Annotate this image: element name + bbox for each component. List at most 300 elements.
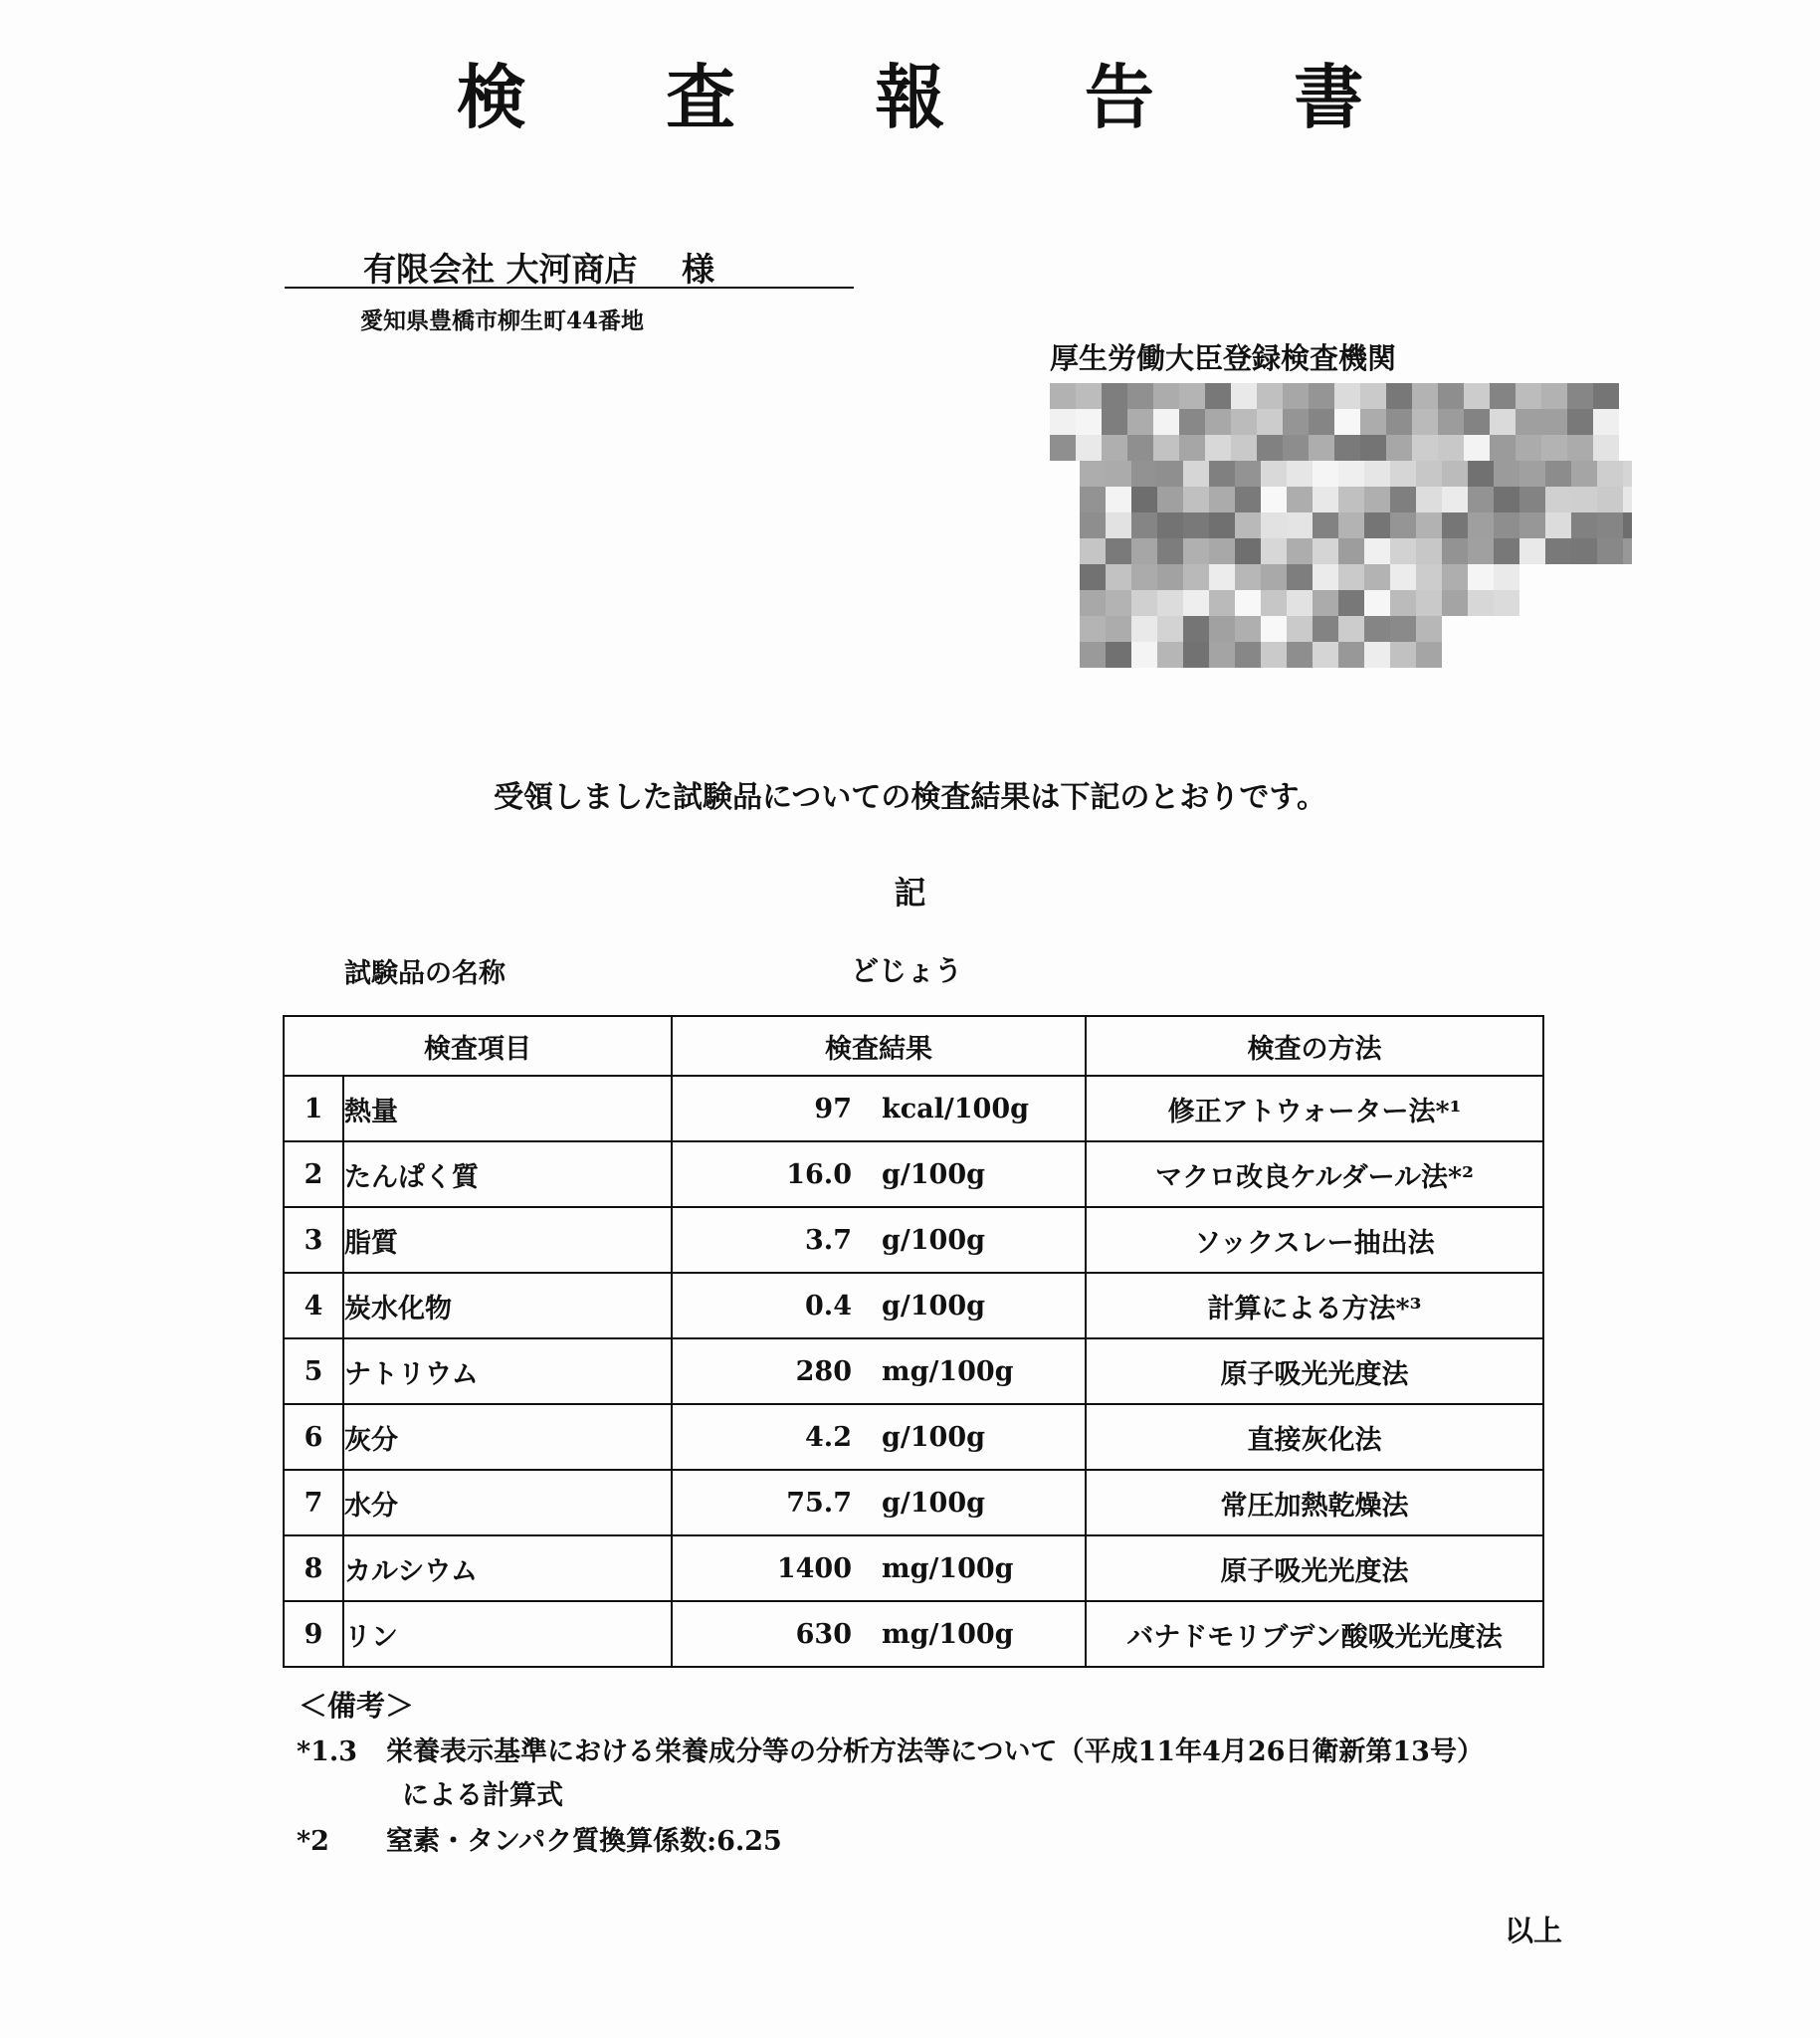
redaction-cell <box>1235 538 1261 564</box>
row-method: 原子吸光光度法 <box>1086 1535 1543 1601</box>
redaction-cell <box>1080 564 1106 590</box>
redaction-cell <box>1183 642 1209 668</box>
redaction-cell <box>1338 487 1364 512</box>
redaction-cell <box>1490 409 1516 435</box>
redaction-cell <box>1571 461 1597 487</box>
redaction-cell <box>1050 409 1076 435</box>
row-item: カルシウム <box>343 1535 672 1601</box>
redaction-cell <box>1287 538 1313 564</box>
row-value: 3.7 <box>805 1224 852 1256</box>
redaction-cell <box>1412 409 1438 435</box>
redaction-cell <box>1412 435 1438 461</box>
redaction-cell <box>1364 538 1390 564</box>
note-2-text: 窒素・タンパク質換算係数:6.25 <box>386 1826 782 1857</box>
redaction-cell <box>1231 435 1257 461</box>
row-result <box>672 1076 1086 1141</box>
redaction-cell <box>1338 590 1364 616</box>
redaction-cell <box>1364 512 1390 538</box>
redaction-cell <box>1080 461 1106 487</box>
redaction-cell <box>1519 487 1545 512</box>
redaction-cell <box>1076 435 1102 461</box>
redaction-cell <box>1131 461 1157 487</box>
redaction-cell <box>1593 435 1619 461</box>
redaction-cell <box>1257 383 1283 409</box>
note-1-line2: による計算式 <box>402 1780 563 1811</box>
redaction-cell <box>1309 409 1334 435</box>
redaction-cell <box>1127 435 1153 461</box>
redaction-cell <box>1338 512 1364 538</box>
redaction-cell <box>1360 435 1386 461</box>
row-number: 4 <box>284 1273 343 1338</box>
redaction-cell <box>1157 616 1183 642</box>
row-unit: kcal/100g <box>882 1093 1029 1124</box>
redaction-cell <box>1261 642 1287 668</box>
row-value: 16.0 <box>786 1158 852 1190</box>
row-result <box>672 1141 1086 1207</box>
redaction-cell <box>1283 435 1309 461</box>
redaction-cell <box>1541 435 1567 461</box>
row-method: バナドモリブデン酸吸光光度法 <box>1086 1601 1543 1667</box>
row-item: リン <box>343 1601 672 1667</box>
redaction-cell <box>1593 383 1619 409</box>
row-unit: g/100g <box>882 1487 985 1519</box>
redaction-cell <box>1183 616 1209 642</box>
redaction-cell <box>1131 590 1157 616</box>
redaction-cell <box>1179 409 1205 435</box>
redaction-cell <box>1257 409 1283 435</box>
redaction-cell <box>1416 642 1442 668</box>
redaction-cell <box>1106 487 1131 512</box>
redaction-cell <box>1183 538 1209 564</box>
redaction-cell <box>1106 512 1131 538</box>
addressee-name: 有限会社 大河商店 様 <box>363 250 714 289</box>
redaction-cell <box>1209 642 1235 668</box>
redaction-cell <box>1261 590 1287 616</box>
redaction-cell <box>1442 512 1468 538</box>
closing-text: 以上 <box>1505 1914 1563 1947</box>
row-item: 水分 <box>343 1470 672 1535</box>
row-unit: g/100g <box>882 1158 985 1190</box>
redaction-cell <box>1364 642 1390 668</box>
redaction-cell <box>1235 487 1261 512</box>
redaction-cell <box>1106 461 1131 487</box>
redaction-cell <box>1442 590 1468 616</box>
redaction-cell <box>1287 487 1313 512</box>
table-row <box>284 1273 1543 1338</box>
redaction-cell <box>1593 409 1619 435</box>
redaction-cell <box>1623 538 1632 564</box>
row-item: ナトリウム <box>343 1338 672 1404</box>
redaction-cell <box>1231 383 1257 409</box>
redaction-cell <box>1390 461 1416 487</box>
row-result <box>672 1338 1086 1404</box>
sample-name: どじょう <box>851 954 963 987</box>
intro-text: 受領しました試験品についての検査結果は下記のとおりです。 <box>494 780 1326 815</box>
redaction-cell <box>1334 435 1360 461</box>
redaction-cell <box>1490 435 1516 461</box>
redaction-cell <box>1541 409 1567 435</box>
redaction-cell <box>1571 538 1597 564</box>
redaction-cell <box>1468 512 1494 538</box>
row-method: 原子吸光光度法 <box>1086 1338 1543 1404</box>
redacted-issuer-details <box>1050 383 1632 672</box>
redaction-cell <box>1360 409 1386 435</box>
row-method: 直接灰化法 <box>1086 1404 1543 1470</box>
row-method: 計算による方法*³ <box>1086 1273 1543 1338</box>
redaction-cell <box>1261 487 1287 512</box>
redaction-cell <box>1209 538 1235 564</box>
redaction-cell <box>1287 564 1313 590</box>
redaction-cell <box>1283 383 1309 409</box>
redaction-cell <box>1209 616 1235 642</box>
redaction-cell <box>1309 435 1334 461</box>
redaction-cell <box>1494 487 1519 512</box>
redaction-cell <box>1386 409 1412 435</box>
document-title: 検 査 報 告 書 <box>456 56 1422 138</box>
redaction-cell <box>1102 409 1127 435</box>
table-row <box>284 1601 1543 1667</box>
redaction-cell <box>1519 461 1545 487</box>
redaction-cell <box>1235 590 1261 616</box>
row-unit: g/100g <box>882 1224 985 1256</box>
row-item: たんぱく質 <box>343 1141 672 1207</box>
redaction-cell <box>1519 538 1545 564</box>
redaction-cell <box>1438 383 1464 409</box>
redaction-cell <box>1076 409 1102 435</box>
redaction-cell <box>1131 487 1157 512</box>
redaction-cell <box>1416 590 1442 616</box>
redaction-cell <box>1412 383 1438 409</box>
redaction-cell <box>1334 409 1360 435</box>
table-row <box>284 1338 1543 1404</box>
redaction-cell <box>1313 512 1338 538</box>
redaction-cell <box>1313 616 1338 642</box>
redaction-cell <box>1287 590 1313 616</box>
redaction-cell <box>1257 435 1283 461</box>
row-method: マクロ改良ケルダール法*² <box>1086 1141 1543 1207</box>
redaction-cell <box>1209 512 1235 538</box>
row-method: ソックスレー抽出法 <box>1086 1207 1543 1273</box>
redaction-cell <box>1464 435 1490 461</box>
redaction-cell <box>1183 512 1209 538</box>
redaction-cell <box>1390 616 1416 642</box>
row-item: 炭水化物 <box>343 1273 672 1338</box>
redaction-cell <box>1494 564 1519 590</box>
redaction-cell <box>1102 383 1127 409</box>
redaction-cell <box>1571 487 1597 512</box>
redaction-cell <box>1153 383 1179 409</box>
redaction-cell <box>1464 383 1490 409</box>
redaction-cell <box>1209 487 1235 512</box>
table-row <box>284 1535 1543 1601</box>
redaction-cell <box>1157 512 1183 538</box>
row-value: 630 <box>795 1618 852 1650</box>
redaction-cell <box>1080 642 1106 668</box>
redaction-cell <box>1468 564 1494 590</box>
row-item: 脂質 <box>343 1207 672 1273</box>
redaction-cell <box>1468 487 1494 512</box>
redaction-cell <box>1494 512 1519 538</box>
redaction-cell <box>1209 461 1235 487</box>
redaction-cell <box>1080 616 1106 642</box>
redaction-cell <box>1205 383 1231 409</box>
header-result: 検査結果 <box>672 1016 1086 1076</box>
redaction-cell <box>1080 590 1106 616</box>
row-method: 常圧加熱乾燥法 <box>1086 1470 1543 1535</box>
redaction-cell <box>1416 461 1442 487</box>
row-result <box>672 1273 1086 1338</box>
redaction-cell <box>1131 538 1157 564</box>
redaction-cell <box>1567 383 1593 409</box>
redaction-cell <box>1153 435 1179 461</box>
redaction-cell <box>1287 642 1313 668</box>
redaction-cell <box>1080 512 1106 538</box>
redaction-cell <box>1623 487 1632 512</box>
redaction-cell <box>1127 383 1153 409</box>
row-number: 2 <box>284 1141 343 1207</box>
redaction-cell <box>1157 538 1183 564</box>
note-1-line1: 栄養表示基準における栄養成分等の分析方法等について（平成11年4月26日衛新第13号） <box>386 1736 1484 1767</box>
note-1-marker: *1.3 <box>297 1736 358 1767</box>
redaction-cell <box>1464 409 1490 435</box>
row-value: 75.7 <box>786 1487 852 1519</box>
redaction-cell <box>1235 564 1261 590</box>
redaction-cell <box>1545 512 1571 538</box>
redaction-cell <box>1313 590 1338 616</box>
redaction-cell <box>1261 616 1287 642</box>
row-number: 3 <box>284 1207 343 1273</box>
row-item: 熱量 <box>343 1076 672 1141</box>
row-unit: mg/100g <box>882 1618 1014 1650</box>
header-method: 検査の方法 <box>1086 1016 1543 1076</box>
redaction-cell <box>1390 564 1416 590</box>
redaction-cell <box>1360 383 1386 409</box>
table-row <box>284 1076 1543 1141</box>
row-result <box>672 1470 1086 1535</box>
redaction-cell <box>1179 435 1205 461</box>
redaction-cell <box>1545 487 1571 512</box>
redaction-cell <box>1468 461 1494 487</box>
row-item: 灰分 <box>343 1404 672 1470</box>
redaction-cell <box>1390 538 1416 564</box>
header-item: 検査項目 <box>284 1016 672 1076</box>
redaction-cell <box>1516 383 1541 409</box>
redaction-cell <box>1597 461 1623 487</box>
redaction-cell <box>1183 487 1209 512</box>
redaction-cell <box>1416 487 1442 512</box>
redaction-cell <box>1157 642 1183 668</box>
redaction-cell <box>1442 538 1468 564</box>
redaction-cell <box>1287 461 1313 487</box>
redaction-cell <box>1364 590 1390 616</box>
redaction-cell <box>1519 512 1545 538</box>
row-value: 4.2 <box>805 1421 852 1453</box>
redaction-cell <box>1106 538 1131 564</box>
redaction-cell <box>1313 642 1338 668</box>
table-header-row <box>284 1016 1543 1076</box>
redaction-cell <box>1438 435 1464 461</box>
redaction-cell <box>1127 409 1153 435</box>
redaction-cell <box>1416 564 1442 590</box>
redaction-cell <box>1261 512 1287 538</box>
redaction-cell <box>1442 487 1468 512</box>
redaction-cell <box>1567 409 1593 435</box>
redaction-cell <box>1313 564 1338 590</box>
redaction-cell <box>1157 590 1183 616</box>
redaction-cell <box>1205 435 1231 461</box>
redaction-cell <box>1364 461 1390 487</box>
table-row <box>284 1141 1543 1207</box>
redaction-cell <box>1516 435 1541 461</box>
note-2-marker: *2 <box>297 1826 329 1857</box>
redaction-cell <box>1416 616 1442 642</box>
redaction-cell <box>1153 409 1179 435</box>
redaction-cell <box>1050 383 1076 409</box>
redaction-cell <box>1494 461 1519 487</box>
row-value: 1400 <box>776 1552 852 1584</box>
row-number: 7 <box>284 1470 343 1535</box>
redaction-cell <box>1338 461 1364 487</box>
redaction-cell <box>1131 642 1157 668</box>
redaction-cell <box>1157 487 1183 512</box>
redaction-cell <box>1205 409 1231 435</box>
redaction-cell <box>1209 590 1235 616</box>
redaction-cell <box>1338 616 1364 642</box>
table-row <box>284 1404 1543 1470</box>
redaction-cell <box>1131 512 1157 538</box>
redaction-cell <box>1157 564 1183 590</box>
redaction-cell <box>1209 564 1235 590</box>
row-number: 6 <box>284 1404 343 1470</box>
row-unit: mg/100g <box>882 1355 1014 1387</box>
redaction-cell <box>1567 435 1593 461</box>
redaction-cell <box>1235 642 1261 668</box>
row-result <box>672 1404 1086 1470</box>
redaction-cell <box>1183 461 1209 487</box>
results-table <box>283 1015 1544 1668</box>
row-value: 280 <box>795 1355 852 1387</box>
redaction-cell <box>1386 435 1412 461</box>
redaction-cell <box>1597 487 1623 512</box>
row-result <box>672 1207 1086 1273</box>
redaction-cell <box>1309 383 1334 409</box>
notes-heading: ＜備考＞ <box>299 1689 415 1723</box>
redaction-cell <box>1545 538 1571 564</box>
redaction-cell <box>1494 538 1519 564</box>
redaction-cell <box>1106 564 1131 590</box>
sample-label: 試験品の名称 <box>344 958 506 989</box>
redaction-cell <box>1597 512 1623 538</box>
redaction-cell <box>1283 409 1309 435</box>
redaction-cell <box>1131 616 1157 642</box>
row-number: 9 <box>284 1601 343 1667</box>
redaction-cell <box>1597 538 1623 564</box>
redaction-cell <box>1183 564 1209 590</box>
redaction-cell <box>1390 512 1416 538</box>
table-row <box>284 1207 1543 1273</box>
redaction-cell <box>1442 564 1468 590</box>
redaction-cell <box>1338 642 1364 668</box>
redaction-cell <box>1390 487 1416 512</box>
row-value: 97 <box>814 1093 852 1124</box>
row-result <box>672 1535 1086 1601</box>
redaction-cell <box>1102 435 1127 461</box>
redaction-cell <box>1157 461 1183 487</box>
redaction-cell <box>1390 642 1416 668</box>
redaction-cell <box>1364 564 1390 590</box>
row-unit: g/100g <box>882 1421 985 1453</box>
redaction-cell <box>1623 512 1632 538</box>
redaction-cell <box>1571 512 1597 538</box>
redaction-cell <box>1261 564 1287 590</box>
issuer-heading: 厚生労働大臣登録検査機関 <box>1050 341 1397 375</box>
redaction-cell <box>1313 461 1338 487</box>
row-method: 修正アトウォーター法*¹ <box>1086 1076 1543 1141</box>
row-value: 0.4 <box>805 1290 852 1322</box>
redaction-cell <box>1106 616 1131 642</box>
note-2 <box>297 1819 782 1858</box>
redaction-cell <box>1516 409 1541 435</box>
redaction-cell <box>1416 538 1442 564</box>
redaction-cell <box>1390 590 1416 616</box>
redaction-cell <box>1438 409 1464 435</box>
redaction-cell <box>1494 590 1519 616</box>
row-number: 1 <box>284 1076 343 1141</box>
redaction-cell <box>1623 461 1632 487</box>
redaction-cell <box>1261 538 1287 564</box>
addressee-underline <box>285 287 854 289</box>
redaction-cell <box>1287 616 1313 642</box>
note-1 <box>297 1730 1484 1768</box>
redaction-cell <box>1490 383 1516 409</box>
redaction-cell <box>1235 616 1261 642</box>
redaction-cell <box>1416 512 1442 538</box>
redaction-cell <box>1541 383 1567 409</box>
redaction-cell <box>1468 590 1494 616</box>
row-result <box>672 1601 1086 1667</box>
redaction-cell <box>1080 538 1106 564</box>
redaction-cell <box>1131 564 1157 590</box>
row-unit: g/100g <box>882 1290 985 1322</box>
redaction-cell <box>1080 487 1106 512</box>
row-number: 8 <box>284 1535 343 1601</box>
addressee-address: 愛知県豊橋市柳生町44番地 <box>360 307 645 334</box>
redaction-cell <box>1334 383 1360 409</box>
redaction-cell <box>1468 538 1494 564</box>
redaction-cell <box>1235 512 1261 538</box>
table-row <box>284 1470 1543 1535</box>
redaction-cell <box>1235 461 1261 487</box>
redaction-cell <box>1261 461 1287 487</box>
redaction-cell <box>1364 616 1390 642</box>
redaction-cell <box>1287 512 1313 538</box>
redaction-cell <box>1386 383 1412 409</box>
redaction-cell <box>1106 642 1131 668</box>
redaction-cell <box>1364 487 1390 512</box>
row-unit: mg/100g <box>882 1552 1014 1584</box>
redaction-cell <box>1545 461 1571 487</box>
redaction-cell <box>1338 538 1364 564</box>
redaction-cell <box>1313 538 1338 564</box>
redaction-cell <box>1106 590 1131 616</box>
ki-heading: 記 <box>894 874 926 912</box>
redaction-cell <box>1076 383 1102 409</box>
redaction-cell <box>1442 461 1468 487</box>
row-number: 5 <box>284 1338 343 1404</box>
redaction-cell <box>1231 409 1257 435</box>
redaction-cell <box>1050 435 1076 461</box>
redaction-cell <box>1338 564 1364 590</box>
